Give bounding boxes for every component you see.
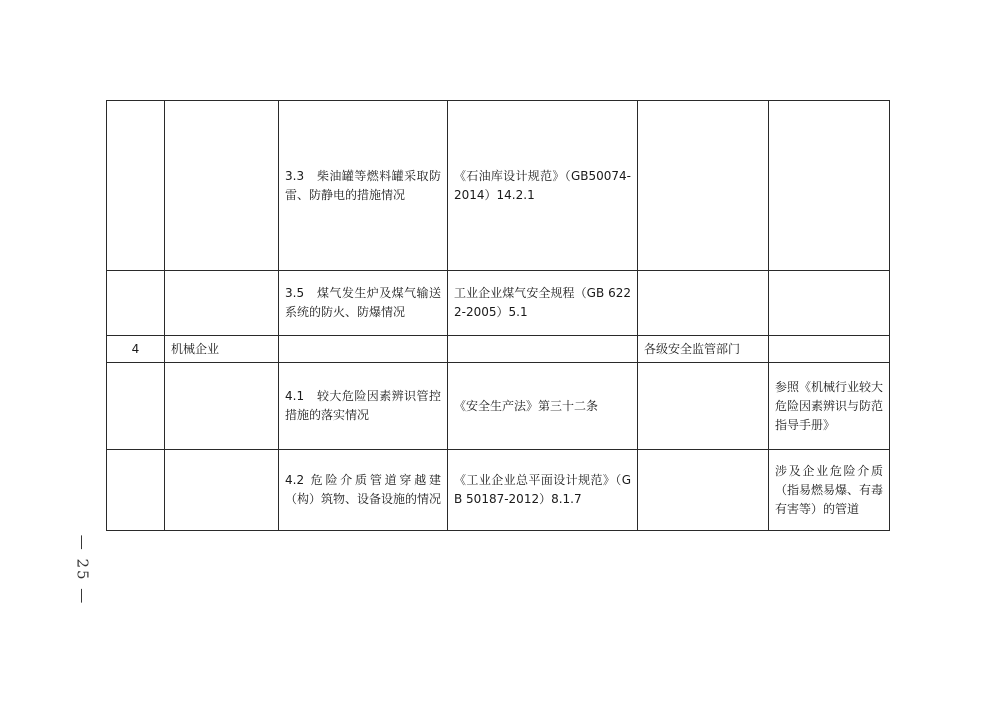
cell-index — [107, 271, 165, 336]
cell-item: 3.5 煤气发生炉及煤气输送系统的防火、防爆情况 — [279, 271, 448, 336]
cell-category — [165, 101, 279, 271]
cell-department — [638, 271, 769, 336]
page-number-text: — 25 — — [73, 534, 91, 606]
table-row — [107, 336, 890, 363]
cell-category — [165, 450, 279, 531]
table-row — [107, 271, 890, 336]
cell-basis: 《安全生产法》第三十二条 — [448, 363, 638, 450]
cell-basis: 《工业企业总平面设计规范》（GB 50187-2012）8.1.7 — [448, 450, 638, 531]
cell-category — [165, 271, 279, 336]
document-table — [106, 100, 890, 531]
cell-department — [638, 363, 769, 450]
cell-category: 机械企业 — [165, 336, 279, 363]
page-number — [62, 530, 102, 610]
cell-department — [638, 101, 769, 271]
cell-department — [638, 450, 769, 531]
cell-item: 4.2 危险介质管道穿越建（构）筑物、设备设施的情况 — [279, 450, 448, 531]
cell-remarks — [769, 336, 890, 363]
cell-index: 4 — [107, 336, 165, 363]
table-row — [107, 450, 890, 531]
table-row — [107, 363, 890, 450]
cell-index — [107, 363, 165, 450]
cell-index — [107, 101, 165, 271]
cell-department: 各级安全监管部门 — [638, 336, 769, 363]
cell-item: 3.3 柴油罐等燃料罐采取防雷、防静电的措施情况 — [279, 101, 448, 271]
cell-remarks — [769, 271, 890, 336]
cell-remarks — [769, 101, 890, 271]
cell-item: 4.1 较大危险因素辨识管控措施的落实情况 — [279, 363, 448, 450]
table-row — [107, 101, 890, 271]
cell-item — [279, 336, 448, 363]
cell-basis: 工业企业煤气安全规程（GB 6222-2005）5.1 — [448, 271, 638, 336]
cell-remarks: 涉及企业危险介质（指易燃易爆、有毒有害等）的管道 — [769, 450, 890, 531]
cell-basis — [448, 336, 638, 363]
cell-category — [165, 363, 279, 450]
cell-index — [107, 450, 165, 531]
cell-remarks: 参照《机械行业较大危险因素辨识与防范指导手册》 — [769, 363, 890, 450]
cell-basis: 《石油库设计规范》（GB50074-2014）14.2.1 — [448, 101, 638, 271]
